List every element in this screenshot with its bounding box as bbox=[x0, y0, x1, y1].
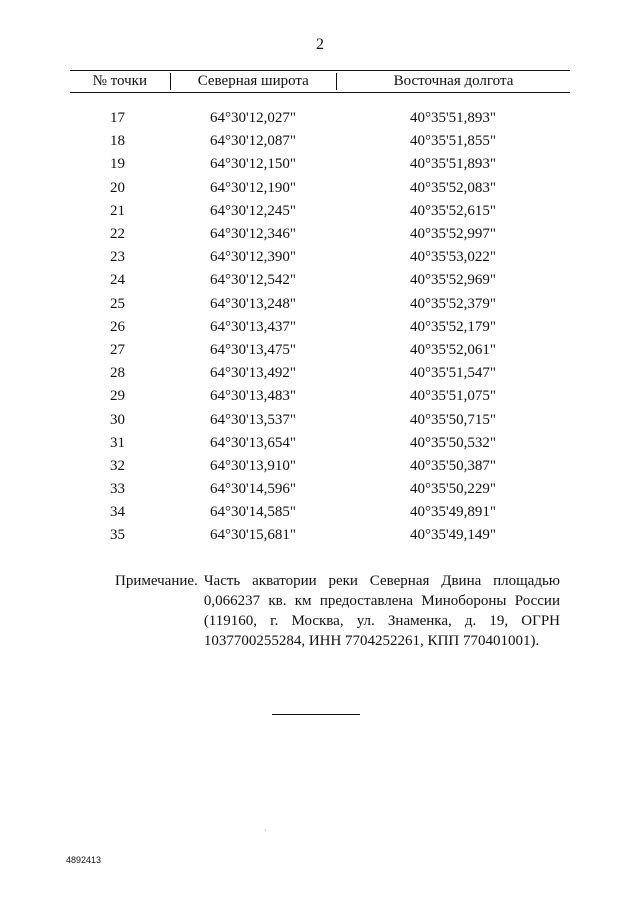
point-number-cell: 31 bbox=[110, 434, 125, 451]
table-row bbox=[70, 223, 570, 246]
latitude-cell: 64°30'13,537" bbox=[209, 411, 297, 428]
note-label: Примечание. bbox=[115, 573, 198, 589]
table-row bbox=[70, 177, 570, 200]
scan-dot: · bbox=[264, 826, 267, 835]
point-number-cell: 33 bbox=[110, 481, 125, 498]
table-row bbox=[70, 200, 570, 223]
longitude-cell: 40°35'50,229" bbox=[409, 481, 497, 498]
longitude-cell: 40°35'52,997" bbox=[409, 226, 497, 243]
longitude-cell: 40°35'49,891" bbox=[409, 504, 497, 521]
latitude-cell: 64°30'13,492" bbox=[209, 365, 297, 382]
table-row bbox=[70, 107, 570, 130]
latitude-cell: 64°30'13,437" bbox=[209, 318, 297, 335]
table-row bbox=[70, 293, 570, 316]
table-row bbox=[70, 130, 570, 153]
longitude-cell: 40°35'52,615" bbox=[409, 202, 497, 219]
point-number-cell: 23 bbox=[110, 249, 125, 266]
point-number-cell: 28 bbox=[110, 365, 125, 382]
table-header bbox=[70, 70, 570, 93]
longitude-cell: 40°35'52,061" bbox=[409, 341, 497, 358]
header-north-latitude: Северная широта bbox=[170, 73, 336, 90]
table-row bbox=[70, 246, 570, 269]
latitude-cell: 64°30'13,248" bbox=[209, 295, 297, 312]
point-number-cell: 30 bbox=[110, 411, 125, 428]
table-row bbox=[70, 455, 570, 478]
point-number-cell: 17 bbox=[110, 110, 125, 127]
latitude-cell: 64°30'14,585" bbox=[209, 504, 297, 521]
latitude-cell: 64°30'12,542" bbox=[209, 272, 297, 289]
point-number-cell: 32 bbox=[110, 457, 125, 474]
page-number: 2 bbox=[316, 36, 324, 53]
longitude-cell: 40°35'51,893" bbox=[409, 110, 497, 127]
latitude-cell: 64°30'12,190" bbox=[209, 179, 297, 196]
table-row bbox=[70, 362, 570, 385]
point-number-cell: 18 bbox=[110, 133, 125, 150]
longitude-cell: 40°35'52,083" bbox=[409, 179, 497, 196]
latitude-cell: 64°30'13,910" bbox=[209, 457, 297, 474]
point-number-cell: 26 bbox=[110, 318, 125, 335]
point-number-cell: 25 bbox=[110, 295, 125, 312]
header-point-number: № точки bbox=[92, 73, 147, 89]
latitude-cell: 64°30'13,654" bbox=[209, 434, 297, 451]
point-number-cell: 24 bbox=[110, 272, 125, 289]
note bbox=[115, 571, 560, 651]
divider-line bbox=[272, 714, 360, 715]
point-number-cell: 19 bbox=[110, 156, 125, 173]
longitude-cell: 40°35'52,379" bbox=[409, 295, 497, 312]
table-row bbox=[70, 432, 570, 455]
longitude-cell: 40°35'52,179" bbox=[409, 318, 497, 335]
table-row bbox=[70, 478, 570, 501]
longitude-cell: 40°35'51,855" bbox=[409, 133, 497, 150]
note-text: Часть акватории реки Северная Двина площадью 0,066237 кв. км предоставлена Минобороны России (119160, г. Москва, ул. Знаменка, д. 19, ОГРН 1037700255284, ИНН 7704252261, КПП 770401001). bbox=[203, 573, 560, 649]
latitude-cell: 64°30'12,150" bbox=[209, 156, 297, 173]
table-row bbox=[70, 153, 570, 176]
point-number-cell: 35 bbox=[110, 527, 125, 544]
longitude-cell: 40°35'51,075" bbox=[409, 388, 497, 405]
table-body bbox=[70, 107, 570, 548]
header-east-longitude: Восточная долгота bbox=[336, 73, 570, 90]
latitude-cell: 64°30'14,596" bbox=[209, 481, 297, 498]
point-number-cell: 27 bbox=[110, 341, 125, 358]
table-row bbox=[70, 524, 570, 547]
document-number: 4892413 bbox=[66, 855, 102, 865]
latitude-cell: 64°30'13,475" bbox=[209, 341, 297, 358]
latitude-cell: 64°30'13,483" bbox=[209, 388, 297, 405]
table-row bbox=[70, 501, 570, 524]
latitude-cell: 64°30'12,087" bbox=[209, 133, 297, 150]
point-number-cell: 22 bbox=[110, 226, 125, 243]
point-number-cell: 20 bbox=[110, 179, 125, 196]
table-row bbox=[70, 316, 570, 339]
latitude-cell: 64°30'12,390" bbox=[209, 249, 297, 266]
longitude-cell: 40°35'50,532" bbox=[409, 434, 497, 451]
longitude-cell: 40°35'51,893" bbox=[409, 156, 497, 173]
longitude-cell: 40°35'53,022" bbox=[409, 249, 497, 266]
table-row bbox=[70, 269, 570, 292]
longitude-cell: 40°35'51,547" bbox=[409, 365, 497, 382]
latitude-cell: 64°30'12,346" bbox=[209, 226, 297, 243]
longitude-cell: 40°35'49,149" bbox=[409, 527, 497, 544]
table-row bbox=[70, 339, 570, 362]
longitude-cell: 40°35'50,387" bbox=[409, 457, 497, 474]
point-number-cell: 29 bbox=[110, 388, 125, 405]
coordinates-table bbox=[70, 70, 570, 548]
longitude-cell: 40°35'52,969" bbox=[409, 272, 497, 289]
longitude-cell: 40°35'50,715" bbox=[409, 411, 497, 428]
table-row bbox=[70, 408, 570, 431]
point-number-cell: 34 bbox=[110, 504, 125, 521]
point-number-cell: 21 bbox=[110, 202, 125, 219]
table-row bbox=[70, 385, 570, 408]
latitude-cell: 64°30'12,027" bbox=[209, 110, 297, 127]
latitude-cell: 64°30'15,681" bbox=[209, 527, 297, 544]
latitude-cell: 64°30'12,245" bbox=[209, 202, 297, 219]
